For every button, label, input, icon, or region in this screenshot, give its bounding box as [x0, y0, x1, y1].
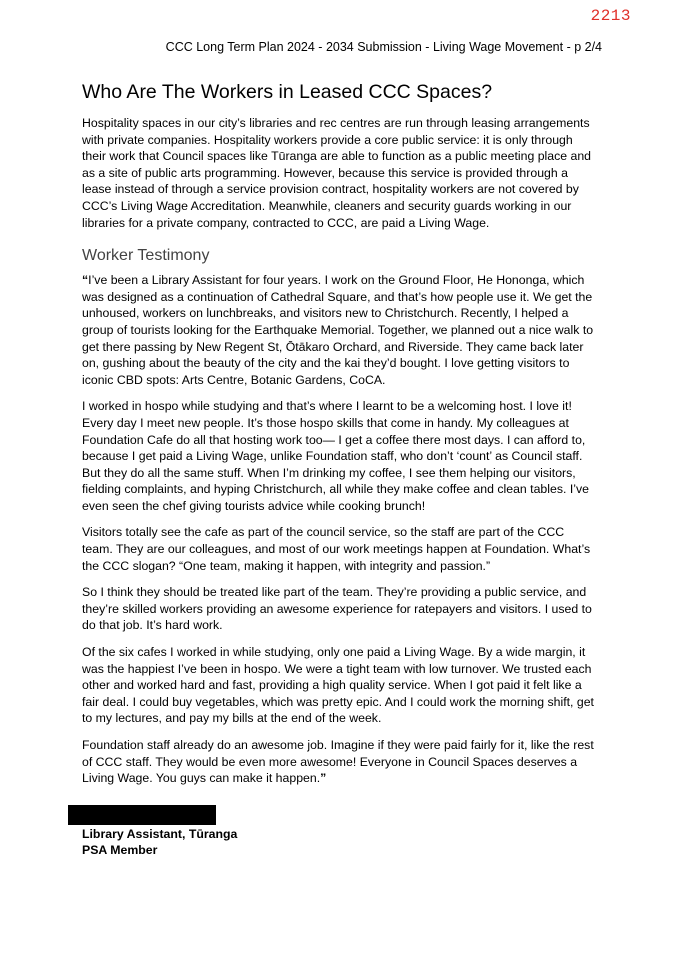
running-header: CCC Long Term Plan 2024 - 2034 Submission - Living Wage Movement - p 2/4	[165, 40, 602, 54]
signature-membership: PSA Member	[82, 843, 158, 858]
testimony-paragraph-1-text: I’ve been a Library Assistant for four years. I work on the Ground Floor, He Hononga, which was designed as a continuation of Cathedral Square, and that’s how people use it. We get the unhoused, workers on lunchbreaks, and visitors new to Christchurch. Recently, I helped a group of tourists looking for the Earthquake Memorial. Together, we planned out a nice walk to get there passing by New Regent St, Ōtākaro Orchard, and Riverside. They came back later on, gushing about the beauty of the city and the kai they’d bought. I love getting visitors to iconic CBD spots: Arts Centre, Botanic Gardens, CoCA.	[82, 273, 594, 387]
section-title: Who Are The Workers in Leased CCC Spaces?	[82, 81, 493, 103]
signature-block	[82, 805, 594, 859]
testimony-paragraph-1	[82, 272, 594, 388]
testimony-paragraph-2: I worked in hospo while studying and that’s where I learnt to be a welcoming host. I love it! Every day I meet new people. It’s those hospo skills that come in handy. My colleagues at Foundation Cafe do all that hosting work too— I get a coffee there most days. I can afford to, because I get paid a Living Wage, unlike Foundation staff, who don’t ‘count’ as Council staff. But they do all the same stuff. When I’m drinking my coffee, I see them helping our visitors, fielding complaints, and hyping Christchurch, all while they make coffee and clean tables. I’ve even seen the chef giving tourists advice while cooking brunch!	[82, 399, 589, 513]
open-quote-mark: “	[82, 273, 89, 288]
testimony-paragraph-4: So I think they should be treated like part of the team. They’re providing a public service, and they’re skilled workers providing an awesome experience for ratepayers and visitors. I used to do that job. It’s hard work.	[82, 585, 592, 633]
testimony-paragraph-6-text: Foundation staff already do an awesome job. Imagine if they were paid fairly for it, like the rest of CCC staff. They would be even more awesome! Everyone in Council Spaces deserves a Living Wage. You guys can make it happen.	[82, 738, 594, 786]
testimony-paragraph-3: Visitors totally see the cafe as part of the council service, so the staff are part of the CCC team. They are our colleagues, and most of our work meetings happen at Foundation. What’s the CCC slogan? “One team, making it happen, with integrity and passion.”	[82, 525, 591, 573]
close-quote-mark: ”	[320, 771, 327, 786]
document-body	[82, 80, 594, 859]
testimony-heading: Worker Testimony	[82, 247, 210, 265]
section-intro-paragraph: Hospitality spaces in our city’s libraries and rec centres are run through leasing arrangements with private companies. Hospitality workers provide a core public service: it is only through their work that Council spaces like Tūranga are able to function as a public meeting place and as a site of public arts programming. However, because this service is provided through a lease instead of through a service provision contract, hospitality workers are not covered by CCC’s Living Wage Accreditation. Meanwhile, cleaners and security guards working in our libraries for a private company, contracted to CCC, are paid a Living Wage.	[82, 116, 592, 230]
testimony-paragraph-5: Of the six cafes I worked in while studying, only one paid a Living Wage. By a wide margin, it was the happiest I’ve been in hospo. We were a tight team with low turnover. We trusted each other and worked hard and fast, providing a high quality service. When I got paid it felt like a fair deal. I could buy vegetables, which was pretty epic. And I could work the morning shift, get to my lectures, and pay my bills at the end of the week.	[82, 645, 594, 726]
redacted-name-bar	[68, 805, 216, 825]
signature-role: Library Assistant, Tūranga	[82, 826, 238, 841]
testimony-paragraph-6	[82, 737, 594, 787]
page-number: 2213	[590, 7, 631, 25]
